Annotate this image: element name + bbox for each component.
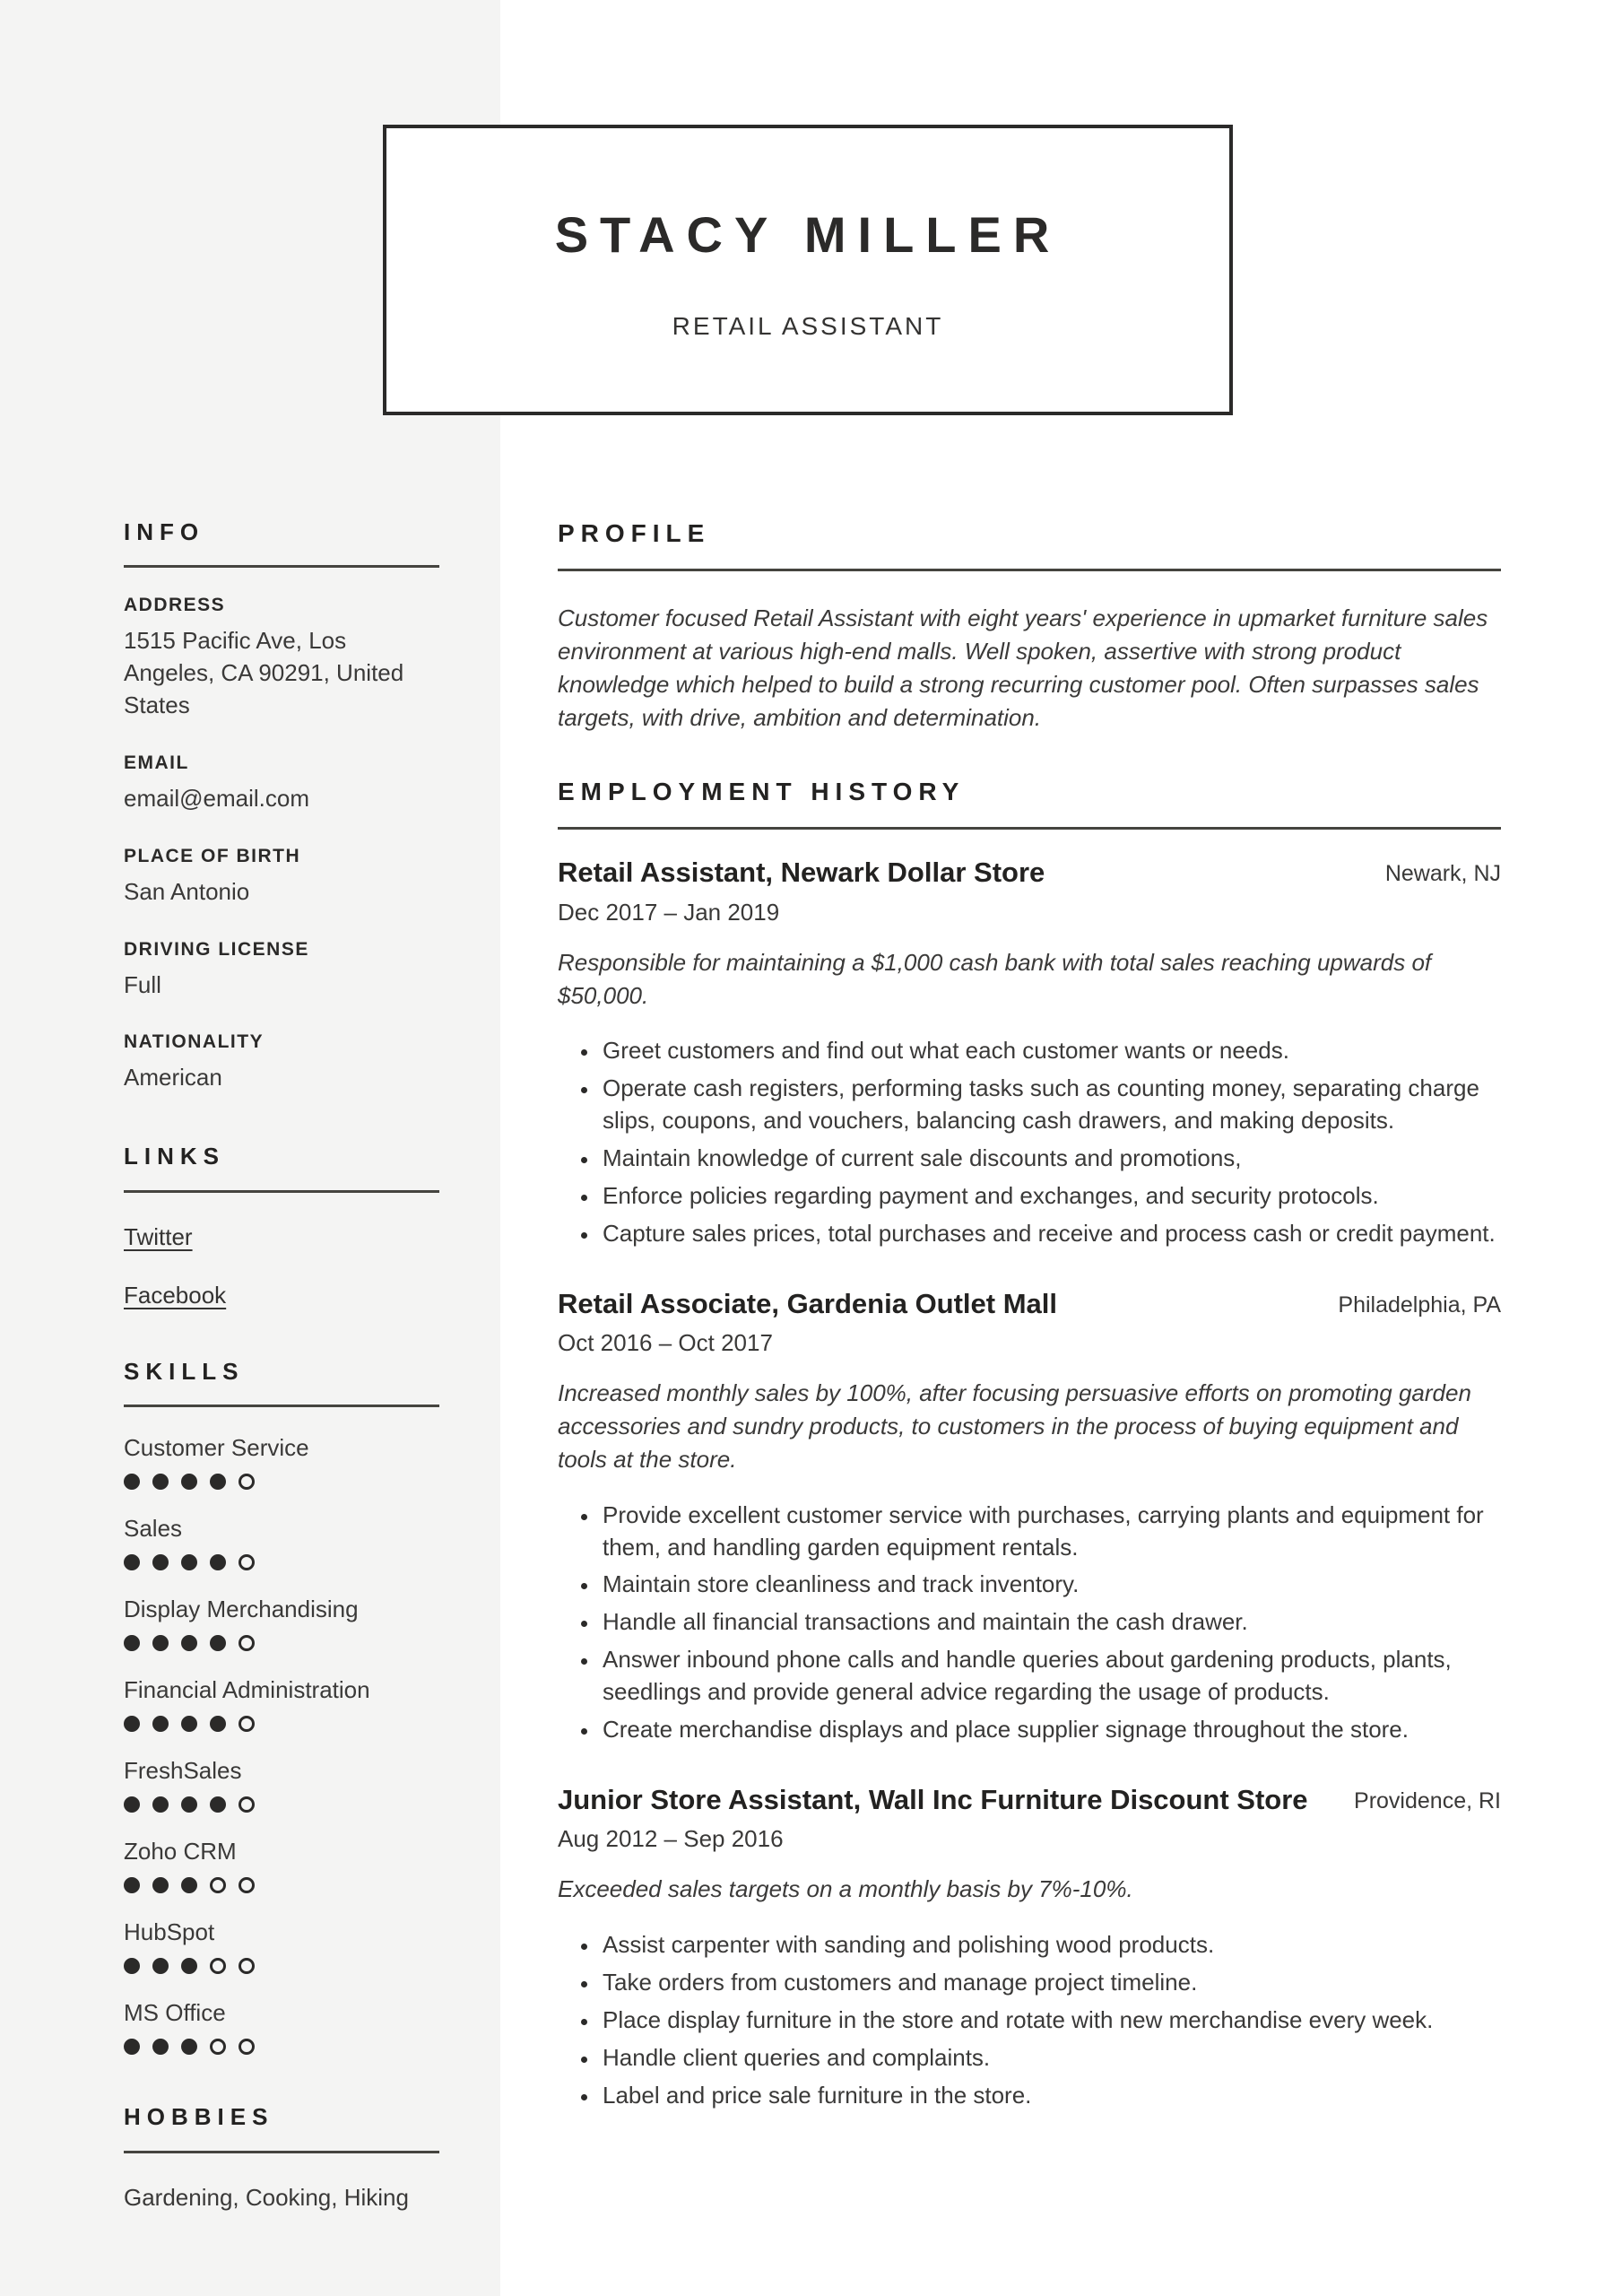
rating-dot-filled xyxy=(181,1877,197,1893)
job-summary: Exceeded sales targets on a monthly basis by 7%-10%. xyxy=(558,1875,1133,1903)
hobbies-section xyxy=(124,2103,439,2215)
skills-heading: SKILLS xyxy=(124,1357,245,1385)
link-twitter[interactable]: Twitter xyxy=(124,1222,193,1250)
rating-dot-filled xyxy=(210,1554,226,1570)
skill-rating xyxy=(124,1877,439,1893)
rating-dot-empty xyxy=(210,2039,226,2055)
rating-dot-filled xyxy=(124,1635,140,1651)
job-bullet: • Place display furniture in the store and rotate with new merchandise every week. xyxy=(599,2005,1501,2037)
job-bullet-list xyxy=(558,1500,1501,1746)
rating-dot-filled xyxy=(152,1877,169,1893)
job-bullet: • Assist carpenter with sanding and polishing wood products. xyxy=(599,1929,1501,1961)
job-location: Philadelphia, PA xyxy=(1338,1292,1501,1318)
skill-rating xyxy=(124,2039,439,2055)
rating-dot-empty xyxy=(239,1474,255,1490)
rating-dot-empty xyxy=(239,1554,255,1570)
job-dates: Dec 2017 – Jan 2019 xyxy=(558,898,780,926)
job-title: Junior Store Assistant, Wall Inc Furniture Discount Store xyxy=(558,1783,1308,1815)
job-bullet: • Take orders from customers and manage project timeline. xyxy=(599,1967,1501,1999)
skill-label: Display Merchandising xyxy=(124,1596,359,1623)
rating-dot-filled xyxy=(124,1796,140,1813)
job-title: Retail Associate, Gardenia Outlet Mall xyxy=(558,1287,1058,1319)
rating-dot-filled xyxy=(124,1958,140,1974)
skill-item xyxy=(124,1676,439,1732)
sidebar xyxy=(124,499,439,2239)
links-heading: LINKS xyxy=(124,1143,225,1170)
skill-item xyxy=(124,1757,439,1813)
skill-item xyxy=(124,1515,439,1570)
rating-dot-filled xyxy=(152,1958,169,1974)
rating-dot-empty xyxy=(239,1877,255,1893)
skill-rating xyxy=(124,1958,439,1974)
main-column xyxy=(558,499,1501,2111)
rating-dot-filled xyxy=(124,2039,140,2055)
job-bullet: • Greet customers and find out what each customer wants or needs. xyxy=(599,1035,1501,1067)
job-header xyxy=(558,1782,1501,1818)
job-bullet: • Operate cash registers, performing tasks such as counting money, separating charge slips, coupons, and vouchers, balancing cash drawers, and making deposits. xyxy=(599,1073,1501,1137)
rating-dot-empty xyxy=(239,1716,255,1732)
rating-dot-filled xyxy=(181,1716,197,1732)
skill-label: Financial Administration xyxy=(124,1676,370,1704)
job-bullet: • Maintain knowledge of current sale discounts and promotions, xyxy=(599,1143,1501,1175)
job-bullet: • Label and price sale furniture in the store. xyxy=(599,2080,1501,2112)
job-header xyxy=(558,855,1501,891)
rating-dot-filled xyxy=(124,1554,140,1570)
skill-item xyxy=(124,1838,439,1893)
skill-item xyxy=(124,1999,439,2055)
rating-dot-filled xyxy=(181,1958,197,1974)
skill-rating xyxy=(124,1796,439,1813)
section-divider xyxy=(124,565,439,568)
job-dates: Oct 2016 – Oct 2017 xyxy=(558,1328,773,1356)
skill-rating xyxy=(124,1716,439,1732)
rating-dot-empty xyxy=(239,1635,255,1651)
skill-label: FreshSales xyxy=(124,1757,242,1785)
person-role: RETAIL ASSISTANT xyxy=(672,311,944,340)
job-bullet: • Provide excellent customer service with purchases, carrying plants and equipment for them, and handling garden equipment rentals. xyxy=(599,1500,1501,1564)
info-label: EMAIL xyxy=(124,752,189,773)
job-bullet: • Maintain store cleanliness and track inventory. xyxy=(599,1569,1501,1601)
info-label: ADDRESS xyxy=(124,595,226,616)
rating-dot-filled xyxy=(152,1554,169,1570)
rating-dot-filled xyxy=(124,1474,140,1490)
rating-dot-filled xyxy=(210,1796,226,1813)
job-location: Newark, NJ xyxy=(1384,861,1501,887)
rating-dot-filled xyxy=(124,1716,140,1732)
rating-dot-filled xyxy=(152,1635,169,1651)
info-pair-address xyxy=(124,595,439,722)
skill-rating xyxy=(124,1554,439,1570)
job-entry-gardenia-outlet-mall xyxy=(558,1286,1501,1746)
name-card xyxy=(383,125,1233,415)
job-bullet: • Handle all financial transactions and maintain the cash drawer. xyxy=(599,1606,1501,1639)
job-entry-wall-inc-furniture xyxy=(558,1782,1501,2112)
info-label: PLACE OF BIRTH xyxy=(124,845,301,866)
links-section xyxy=(124,1143,439,1309)
section-divider xyxy=(558,827,1501,830)
hobbies-heading: HOBBIES xyxy=(124,2103,274,2131)
info-pair-driving-license xyxy=(124,939,439,1002)
job-bullet: • Capture sales prices, total purchases and receive and process cash or credit payment. xyxy=(599,1218,1501,1250)
rating-dot-empty xyxy=(210,1877,226,1893)
rating-dot-filled xyxy=(181,1474,197,1490)
info-value: San Antonio xyxy=(124,877,250,905)
rating-dot-filled xyxy=(210,1635,226,1651)
link-facebook[interactable]: Facebook xyxy=(124,1281,227,1309)
job-bullet: • Enforce policies regarding payment and exchanges, and security protocols. xyxy=(599,1180,1501,1213)
person-name: STACY MILLER xyxy=(554,205,1062,263)
rating-dot-filled xyxy=(210,1474,226,1490)
job-location: Providence, RI xyxy=(1354,1787,1501,1813)
info-label: NATIONALITY xyxy=(124,1031,265,1053)
rating-dot-filled xyxy=(181,1635,197,1651)
job-title: Retail Assistant, Newark Dollar Store xyxy=(558,857,1045,889)
employment-heading: EMPLOYMENT HISTORY xyxy=(558,778,966,806)
skill-rating xyxy=(124,1474,439,1490)
info-pair-place-of-birth xyxy=(124,846,439,909)
job-bullet: • Answer inbound phone calls and handle queries about gardening products, plants, seedlings and provide general advice regarding the usage of products. xyxy=(599,1644,1501,1709)
rating-dot-filled xyxy=(152,2039,169,2055)
info-value: email@email.com xyxy=(124,784,309,812)
job-bullet-list xyxy=(558,1035,1501,1249)
rating-dot-filled xyxy=(210,1716,226,1732)
skill-label: Sales xyxy=(124,1515,183,1543)
job-bullet: • Create merchandise displays and place supplier signage throughout the store. xyxy=(599,1714,1501,1746)
info-value: 1515 Pacific Ave, Los Angeles, CA 90291, United States xyxy=(124,627,404,718)
skill-item xyxy=(124,1434,439,1490)
rating-dot-empty xyxy=(239,2039,255,2055)
rating-dot-filled xyxy=(181,1554,197,1570)
profile-heading: PROFILE xyxy=(558,519,711,548)
section-divider xyxy=(124,1405,439,1407)
skill-item xyxy=(124,1596,439,1651)
rating-dot-empty xyxy=(239,1796,255,1813)
skill-label: MS Office xyxy=(124,1999,226,2027)
job-header xyxy=(558,1286,1501,1322)
skill-label: HubSpot xyxy=(124,1918,215,1946)
section-divider xyxy=(124,2151,439,2153)
rating-dot-empty xyxy=(210,1958,226,1974)
rating-dot-filled xyxy=(181,1796,197,1813)
info-value: American xyxy=(124,1064,222,1091)
rating-dot-filled xyxy=(181,2039,197,2055)
section-divider xyxy=(558,569,1501,571)
info-label: DRIVING LICENSE xyxy=(124,938,309,960)
job-bullet: • Handle client queries and complaints. xyxy=(599,2042,1501,2074)
info-heading: INFO xyxy=(124,517,205,545)
info-pair-email xyxy=(124,752,439,815)
job-dates: Aug 2012 – Sep 2016 xyxy=(558,1825,784,1853)
rating-dot-filled xyxy=(152,1474,169,1490)
profile-text: Customer focused Retail Assistant with eight years' experience in upmarket furniture sales environment at various high-end malls. Well spoken, assertive with strong product knowledge which helped to build a strong recurring customer pool. Often surpasses sales targets, with drive, ambition and determination. xyxy=(558,604,1488,732)
hobbies-text: Gardening, Cooking, Hiking xyxy=(124,2184,409,2212)
job-entry-newark-dollar-store xyxy=(558,855,1501,1249)
rating-dot-empty xyxy=(239,1958,255,1974)
section-divider xyxy=(124,1190,439,1193)
rating-dot-filled xyxy=(152,1796,169,1813)
skill-rating xyxy=(124,1635,439,1651)
info-value: Full xyxy=(124,970,161,998)
job-bullet-list xyxy=(558,1929,1501,2111)
rating-dot-filled xyxy=(152,1716,169,1732)
employment-section xyxy=(558,778,1501,2111)
job-summary: Responsible for maintaining a $1,000 cash bank with total sales reaching upwards of $50,000. xyxy=(558,948,1432,1009)
job-summary: Increased monthly sales by 100%, after focusing persuasive efforts on promoting garden accessories and sundry products, to customers in the process of buying equipment and tools at the store. xyxy=(558,1378,1471,1473)
info-section xyxy=(124,518,439,1095)
rating-dot-filled xyxy=(124,1877,140,1893)
info-pair-nationality xyxy=(124,1031,439,1094)
skill-item xyxy=(124,1918,439,1974)
profile-section xyxy=(558,519,1501,735)
skills-section xyxy=(124,1358,439,2056)
skills-list xyxy=(124,1434,439,2055)
skill-label: Zoho CRM xyxy=(124,1838,237,1866)
skill-label: Customer Service xyxy=(124,1434,309,1462)
